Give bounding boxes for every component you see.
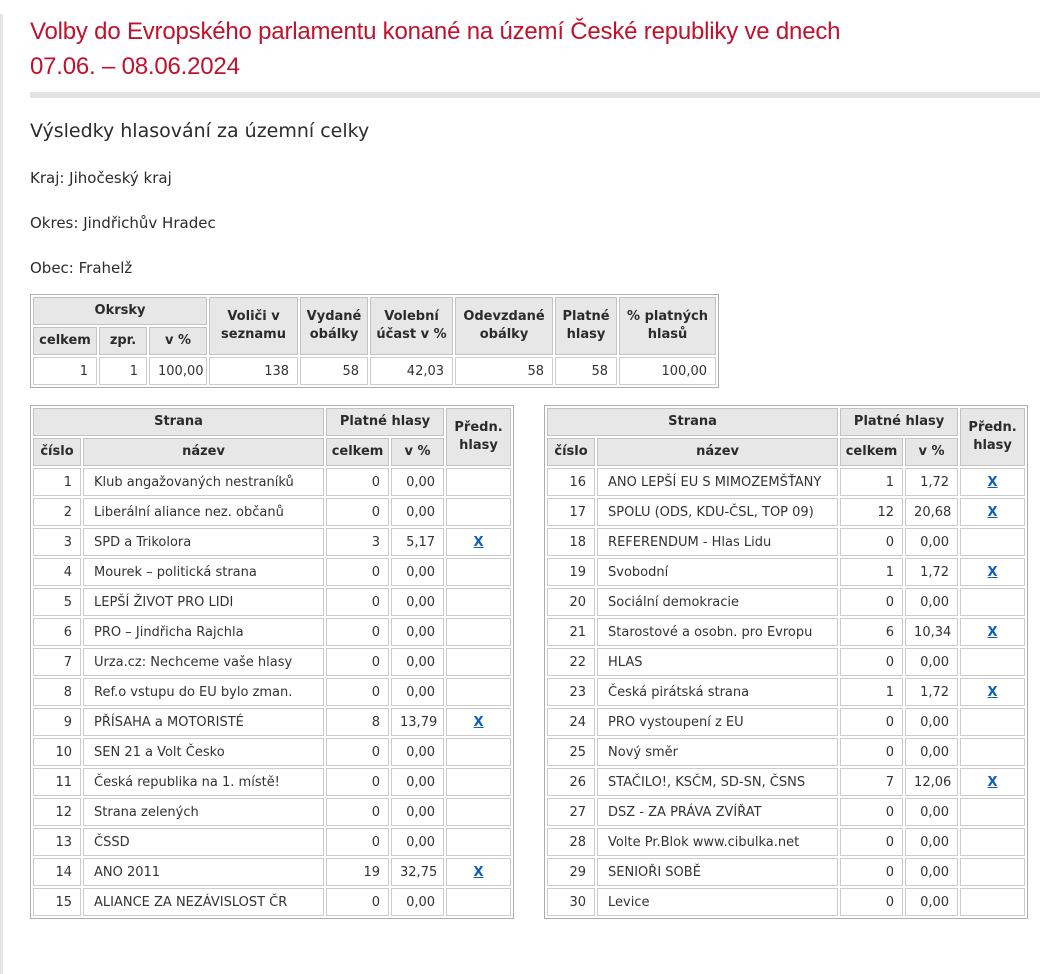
turnout-summary-table bbox=[30, 294, 719, 388]
party-row bbox=[33, 498, 511, 526]
party-name: SPOLU (ODS, KDU-ČSL, TOP 09) bbox=[597, 498, 838, 526]
vpct-header: v % bbox=[391, 438, 444, 466]
party-number: 4 bbox=[33, 558, 81, 586]
party-number: 22 bbox=[547, 648, 595, 676]
party-row bbox=[547, 738, 1025, 766]
party-votes-total: 0 bbox=[840, 888, 903, 916]
preferential-votes-cell bbox=[960, 708, 1025, 736]
preferential-votes-cell[interactable] bbox=[960, 618, 1025, 646]
okrsky-celkem-header: celkem bbox=[33, 327, 97, 355]
party-row bbox=[33, 888, 511, 916]
page-content bbox=[0, 14, 1047, 919]
pct-platnych-hlasu-value: 100,00 bbox=[619, 357, 716, 385]
party-name: PŘÍSAHA a MOTORISTÉ bbox=[83, 708, 324, 736]
party-row bbox=[33, 828, 511, 856]
party-votes-total: 0 bbox=[840, 528, 903, 556]
party-name: REFERENDUM - Hlas Lidu bbox=[597, 528, 838, 556]
party-votes-total: 0 bbox=[326, 738, 389, 766]
preferential-votes-cell bbox=[960, 588, 1025, 616]
party-row bbox=[547, 498, 1025, 526]
okrsky-group-header: Okrsky bbox=[33, 297, 207, 325]
strana-group-header: Strana bbox=[33, 408, 324, 436]
strana-group-header: Strana bbox=[547, 408, 838, 436]
preferential-votes-cell bbox=[960, 528, 1025, 556]
party-row bbox=[33, 708, 511, 736]
party-name: PRO – Jindřicha Rajchla bbox=[83, 618, 324, 646]
celkem-header: celkem bbox=[840, 438, 903, 466]
preferential-votes-link[interactable]: X bbox=[987, 684, 998, 700]
party-votes-percent: 0,00 bbox=[905, 648, 958, 676]
party-row bbox=[33, 738, 511, 766]
preferential-votes-link[interactable]: X bbox=[987, 564, 998, 580]
preferential-votes-cell[interactable] bbox=[960, 678, 1025, 706]
party-number: 28 bbox=[547, 828, 595, 856]
preferential-votes-link[interactable]: X bbox=[987, 774, 998, 790]
party-name: Mourek – politická strana bbox=[83, 558, 324, 586]
party-votes-total: 0 bbox=[326, 768, 389, 796]
party-votes-percent: 0,00 bbox=[905, 588, 958, 616]
region-kraj: Kraj: Jihočeský kraj bbox=[30, 169, 172, 187]
party-name: PRO vystoupení z EU bbox=[597, 708, 838, 736]
party-number: 16 bbox=[547, 468, 595, 496]
party-row bbox=[33, 618, 511, 646]
vpct-header: v % bbox=[905, 438, 958, 466]
party-number: 6 bbox=[33, 618, 81, 646]
party-votes-percent: 0,00 bbox=[391, 888, 444, 916]
party-number: 10 bbox=[33, 738, 81, 766]
party-name: SENIOŘI SOBĚ bbox=[597, 858, 838, 886]
party-row bbox=[547, 618, 1025, 646]
preferential-votes-cell bbox=[446, 618, 511, 646]
preferential-votes-cell[interactable] bbox=[960, 468, 1025, 496]
preferential-votes-cell bbox=[446, 648, 511, 676]
okrsky-vpct-value: 100,00 bbox=[149, 357, 207, 385]
party-name: ČSSD bbox=[83, 828, 324, 856]
preferential-votes-link[interactable]: X bbox=[473, 864, 484, 880]
party-votes-total: 0 bbox=[840, 588, 903, 616]
party-number: 29 bbox=[547, 858, 595, 886]
party-votes-total: 0 bbox=[840, 858, 903, 886]
party-number: 8 bbox=[33, 678, 81, 706]
preferential-votes-link[interactable]: X bbox=[473, 714, 484, 730]
party-results-tables bbox=[30, 405, 1040, 919]
party-votes-percent: 13,79 bbox=[391, 708, 444, 736]
party-number: 20 bbox=[547, 588, 595, 616]
party-row bbox=[33, 588, 511, 616]
party-number: 12 bbox=[33, 798, 81, 826]
party-votes-total: 0 bbox=[326, 648, 389, 676]
party-votes-total: 1 bbox=[840, 468, 903, 496]
party-votes-percent: 0,00 bbox=[391, 648, 444, 676]
odevzdane-obalky-header: Odevzdané obálky bbox=[455, 297, 553, 355]
preferential-votes-link[interactable]: X bbox=[987, 474, 998, 490]
party-name: SPD a Trikolora bbox=[83, 528, 324, 556]
party-votes-percent: 0,00 bbox=[391, 498, 444, 526]
party-number: 21 bbox=[547, 618, 595, 646]
party-number: 24 bbox=[547, 708, 595, 736]
platne-hlasy-value: 58 bbox=[555, 357, 617, 385]
party-row bbox=[33, 798, 511, 826]
party-row bbox=[547, 678, 1025, 706]
cislo-header: číslo bbox=[547, 438, 595, 466]
pct-platnych-hlasu-header: % platných hlasů bbox=[619, 297, 716, 355]
preferential-votes-cell bbox=[446, 678, 511, 706]
party-number: 17 bbox=[547, 498, 595, 526]
party-row bbox=[547, 588, 1025, 616]
party-votes-total: 12 bbox=[840, 498, 903, 526]
preferential-votes-cell[interactable] bbox=[446, 708, 511, 736]
party-number: 18 bbox=[547, 528, 595, 556]
party-votes-percent: 0,00 bbox=[391, 768, 444, 796]
page-title-line2: 07.06. – 08.06.2024 bbox=[30, 53, 240, 80]
volici-v-seznamu-value: 138 bbox=[209, 357, 298, 385]
odevzdane-obalky-value: 58 bbox=[455, 357, 553, 385]
party-name: Liberální aliance nez. občanů bbox=[83, 498, 324, 526]
party-votes-total: 0 bbox=[840, 708, 903, 736]
party-votes-percent: 0,00 bbox=[391, 618, 444, 646]
party-votes-total: 0 bbox=[326, 798, 389, 826]
party-row bbox=[547, 858, 1025, 886]
party-votes-total: 1 bbox=[840, 558, 903, 586]
party-row bbox=[547, 768, 1025, 796]
party-number: 11 bbox=[33, 768, 81, 796]
party-name: SEN 21 a Volt Česko bbox=[83, 738, 324, 766]
platne-hlasy-header: Platné hlasy bbox=[555, 297, 617, 355]
party-row bbox=[547, 558, 1025, 586]
party-votes-percent: 0,00 bbox=[391, 468, 444, 496]
party-number: 25 bbox=[547, 738, 595, 766]
party-votes-percent: 0,00 bbox=[905, 528, 958, 556]
preferential-votes-cell[interactable] bbox=[960, 498, 1025, 526]
party-number: 9 bbox=[33, 708, 81, 736]
preferential-votes-cell bbox=[960, 648, 1025, 676]
preferential-votes-cell bbox=[960, 888, 1025, 916]
region-obec: Obec: Frahelž bbox=[30, 259, 133, 277]
preferential-votes-cell bbox=[446, 558, 511, 586]
party-row bbox=[33, 648, 511, 676]
party-name: DSZ - ZA PRÁVA ZVÍŘAT bbox=[597, 798, 838, 826]
preferential-votes-cell bbox=[446, 588, 511, 616]
party-row bbox=[33, 768, 511, 796]
vydane-obalky-header: Vydané obálky bbox=[300, 297, 368, 355]
party-number: 1 bbox=[33, 468, 81, 496]
party-votes-percent: 1,72 bbox=[905, 678, 958, 706]
party-number: 3 bbox=[33, 528, 81, 556]
party-votes-percent: 20,68 bbox=[905, 498, 958, 526]
party-row bbox=[547, 708, 1025, 736]
party-votes-percent: 1,72 bbox=[905, 468, 958, 496]
party-name: HLAS bbox=[597, 648, 838, 676]
party-votes-total: 8 bbox=[326, 708, 389, 736]
party-name: ANO 2011 bbox=[83, 858, 324, 886]
preferential-votes-cell[interactable] bbox=[960, 558, 1025, 586]
party-votes-percent: 1,72 bbox=[905, 558, 958, 586]
party-votes-total: 7 bbox=[840, 768, 903, 796]
preferential-votes-cell bbox=[960, 858, 1025, 886]
party-row bbox=[33, 678, 511, 706]
party-votes-total: 0 bbox=[840, 798, 903, 826]
party-number: 26 bbox=[547, 768, 595, 796]
okrsky-zpr-header: zpr. bbox=[99, 327, 147, 355]
party-number: 30 bbox=[547, 888, 595, 916]
predn-hlasy-header: Předn. hlasy bbox=[960, 408, 1025, 466]
title-divider bbox=[30, 92, 1040, 98]
party-number: 27 bbox=[547, 798, 595, 826]
party-row bbox=[33, 468, 511, 496]
party-name: Starostové a osobn. pro Evropu bbox=[597, 618, 838, 646]
party-name: Nový směr bbox=[597, 738, 838, 766]
party-number: 2 bbox=[33, 498, 81, 526]
party-votes-percent: 5,17 bbox=[391, 528, 444, 556]
party-votes-percent: 0,00 bbox=[905, 888, 958, 916]
party-votes-total: 6 bbox=[840, 618, 903, 646]
party-name: Levice bbox=[597, 888, 838, 916]
party-votes-total: 0 bbox=[326, 828, 389, 856]
preferential-votes-cell bbox=[446, 468, 511, 496]
party-votes-percent: 0,00 bbox=[905, 798, 958, 826]
preferential-votes-cell bbox=[446, 768, 511, 796]
section-title: Výsledky hlasování za územní celky bbox=[30, 120, 370, 142]
volebni-ucast-value: 42,03 bbox=[370, 357, 453, 385]
party-votes-percent: 0,00 bbox=[391, 828, 444, 856]
party-name: Ref.o vstupu do EU bylo zman. bbox=[83, 678, 324, 706]
preferential-votes-cell bbox=[446, 738, 511, 766]
preferential-votes-cell bbox=[960, 738, 1025, 766]
party-votes-total: 0 bbox=[326, 618, 389, 646]
party-votes-total: 0 bbox=[326, 498, 389, 526]
party-votes-total: 0 bbox=[840, 648, 903, 676]
party-votes-total: 0 bbox=[326, 678, 389, 706]
party-name: Česká republika na 1. místě! bbox=[83, 768, 324, 796]
party-row bbox=[33, 528, 511, 556]
party-votes-percent: 0,00 bbox=[391, 678, 444, 706]
party-name: Strana zelených bbox=[83, 798, 324, 826]
party-votes-percent: 0,00 bbox=[905, 858, 958, 886]
page-title-line1: Volby do Evropského parlamentu konané na území České republiky ve dnech bbox=[30, 18, 841, 45]
preferential-votes-cell bbox=[446, 888, 511, 916]
party-votes-total: 0 bbox=[326, 888, 389, 916]
party-votes-percent: 32,75 bbox=[391, 858, 444, 886]
preferential-votes-cell bbox=[960, 828, 1025, 856]
party-votes-total: 0 bbox=[840, 828, 903, 856]
party-name: STAČILO!, KSČM, SD-SN, ČSNS bbox=[597, 768, 838, 796]
party-name: Klub angažovaných nestraníků bbox=[83, 468, 324, 496]
party-name: LEPŠÍ ŽIVOT PRO LIDI bbox=[83, 588, 324, 616]
vydane-obalky-value: 58 bbox=[300, 357, 368, 385]
window-left-edge bbox=[0, 14, 3, 974]
party-name: Urza.cz: Nechceme vaše hlasy bbox=[83, 648, 324, 676]
preferential-votes-link[interactable]: X bbox=[987, 624, 998, 640]
party-votes-total: 3 bbox=[326, 528, 389, 556]
volici-v-seznamu-header: Voliči v seznamu bbox=[209, 297, 298, 355]
party-votes-total: 0 bbox=[326, 468, 389, 496]
party-name: Česká pirátská strana bbox=[597, 678, 838, 706]
party-number: 13 bbox=[33, 828, 81, 856]
okrsky-vpct-header: v % bbox=[149, 327, 207, 355]
region-okres: Okres: Jindřichův Hradec bbox=[30, 214, 216, 232]
party-votes-percent: 0,00 bbox=[391, 588, 444, 616]
party-votes-percent: 0,00 bbox=[391, 798, 444, 826]
preferential-votes-link[interactable]: X bbox=[473, 534, 484, 550]
party-name: ALIANCE ZA NEZÁVISLOST ČR bbox=[83, 888, 324, 916]
preferential-votes-cell bbox=[446, 828, 511, 856]
party-table-right bbox=[544, 405, 1028, 919]
celkem-header: celkem bbox=[326, 438, 389, 466]
party-number: 14 bbox=[33, 858, 81, 886]
nazev-header: název bbox=[83, 438, 324, 466]
party-votes-percent: 0,00 bbox=[905, 828, 958, 856]
party-row bbox=[33, 558, 511, 586]
party-votes-total: 0 bbox=[326, 588, 389, 616]
party-votes-percent: 0,00 bbox=[391, 558, 444, 586]
party-votes-percent: 0,00 bbox=[905, 738, 958, 766]
party-name: Svobodní bbox=[597, 558, 838, 586]
party-number: 23 bbox=[547, 678, 595, 706]
preferential-votes-cell bbox=[446, 798, 511, 826]
party-row bbox=[547, 888, 1025, 916]
party-votes-total: 19 bbox=[326, 858, 389, 886]
nazev-header: název bbox=[597, 438, 838, 466]
party-name: Volte Pr.Blok www.cibulka.net bbox=[597, 828, 838, 856]
party-row bbox=[547, 468, 1025, 496]
platne-hlasy-group-header: Platné hlasy bbox=[840, 408, 958, 436]
preferential-votes-cell[interactable] bbox=[960, 768, 1025, 796]
page-title bbox=[30, 14, 1040, 84]
party-votes-total: 1 bbox=[840, 678, 903, 706]
party-number: 15 bbox=[33, 888, 81, 916]
party-votes-percent: 12,06 bbox=[905, 768, 958, 796]
party-votes-percent: 0,00 bbox=[391, 738, 444, 766]
preferential-votes-cell[interactable] bbox=[446, 858, 511, 886]
party-table-left bbox=[30, 405, 514, 919]
summary-row bbox=[33, 357, 716, 385]
party-number: 19 bbox=[547, 558, 595, 586]
platne-hlasy-group-header: Platné hlasy bbox=[326, 408, 444, 436]
volebni-ucast-header: Volební účast v % bbox=[370, 297, 453, 355]
party-votes-total: 0 bbox=[840, 738, 903, 766]
preferential-votes-cell bbox=[960, 798, 1025, 826]
party-row bbox=[547, 828, 1025, 856]
party-votes-total: 0 bbox=[326, 558, 389, 586]
party-row bbox=[547, 648, 1025, 676]
party-number: 7 bbox=[33, 648, 81, 676]
party-number: 5 bbox=[33, 588, 81, 616]
party-votes-percent: 0,00 bbox=[905, 708, 958, 736]
party-row bbox=[547, 528, 1025, 556]
preferential-votes-cell bbox=[446, 498, 511, 526]
okrsky-celkem-value: 1 bbox=[33, 357, 97, 385]
party-row bbox=[33, 858, 511, 886]
party-votes-percent: 10,34 bbox=[905, 618, 958, 646]
party-row bbox=[547, 798, 1025, 826]
okrsky-zpr-value: 1 bbox=[99, 357, 147, 385]
cislo-header: číslo bbox=[33, 438, 81, 466]
party-name: ANO LEPŠÍ EU S MIMOZEMŠŤANY bbox=[597, 468, 838, 496]
preferential-votes-link[interactable]: X bbox=[987, 504, 998, 520]
predn-hlasy-header: Předn. hlasy bbox=[446, 408, 511, 466]
party-name: Sociální demokracie bbox=[597, 588, 838, 616]
preferential-votes-cell[interactable] bbox=[446, 528, 511, 556]
